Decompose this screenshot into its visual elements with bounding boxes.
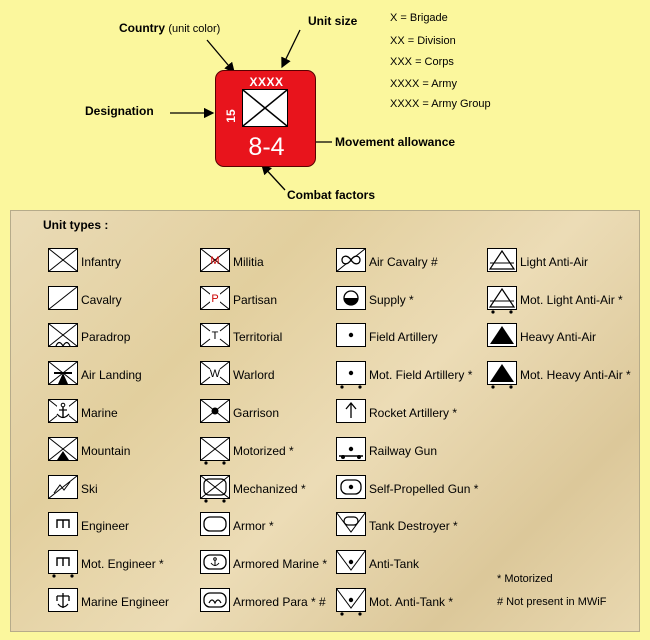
unit-size-division: XX = Division [390, 35, 456, 47]
example-counter [215, 70, 316, 167]
unit-type-label: Supply * [369, 293, 414, 307]
motorized-icon [200, 437, 230, 465]
unit-type-garrison [200, 400, 279, 426]
paradrop-icon [48, 323, 78, 351]
unit-type-label: Heavy Anti-Air [520, 330, 597, 344]
unit-type-label: Mot. Heavy Anti-Air * [520, 368, 631, 382]
unit-type-heavy-anti-air [487, 324, 596, 350]
partisan-icon [200, 286, 230, 314]
unit-types-panel [10, 210, 640, 632]
unit-size-arrow [282, 30, 300, 67]
unit-type-label: Field Artillery [369, 330, 438, 344]
cavalry-icon [48, 286, 78, 314]
movement-label: Movement allowance [335, 135, 456, 149]
unit-type-label: Mechanized * [233, 482, 306, 496]
svg-text:W: W [209, 368, 221, 380]
counter-combat-factors: 8-4 [248, 133, 285, 161]
unit-type-motorized [200, 438, 294, 464]
mot-field-artillery-icon [336, 361, 366, 389]
unit-type-mechanized [200, 476, 306, 502]
unit-type-paradrop [48, 324, 130, 350]
mot-engineer-icon [48, 550, 78, 578]
combat-label: Combat factors [287, 188, 376, 202]
air-cavalry-icon [336, 248, 366, 276]
unit-type-label: Light Anti-Air [520, 255, 589, 269]
unit-type-label: Mot. Engineer * [81, 557, 164, 571]
counter-infantry-symbol [242, 89, 288, 127]
unit-type-label: Tank Destroyer * [369, 519, 458, 533]
unit-type-armored-para [200, 589, 326, 615]
unit-type-label: Paradrop [81, 330, 131, 344]
note-motorized: * Motorized [497, 573, 553, 585]
unit-type-label: Mot. Field Artillery * [369, 368, 473, 382]
unit-type-mot-anti-tank [336, 589, 453, 615]
mot-heavy-anti-air-icon [487, 361, 517, 389]
territorial-icon [200, 323, 230, 351]
svg-text:M: M [210, 255, 220, 267]
rocket-artillery-icon [336, 399, 366, 427]
supply-icon [336, 286, 366, 314]
mountain-icon [48, 437, 78, 465]
field-artillery-icon [336, 323, 366, 351]
unit-type-label: Railway Gun [369, 444, 438, 458]
unit-type-field-artillery [336, 324, 438, 350]
unit-type-marine [48, 400, 118, 426]
unit-type-mot-engineer [48, 551, 164, 577]
unit-type-label: Marine Engineer [81, 595, 170, 609]
mot-light-anti-air-icon [487, 286, 517, 314]
unit-type-label: Armored Para * # [233, 595, 326, 609]
armor-icon [200, 512, 230, 540]
unit-type-label: Garrison [233, 406, 280, 420]
unit-type-label: Engineer [81, 519, 130, 533]
militia-icon [200, 248, 230, 276]
unit-size-brigade: X = Brigade [390, 12, 448, 24]
unit-size-corps: XXX = Corps [390, 56, 454, 68]
unit-type-infantry [48, 249, 121, 275]
unit-type-mot-light-anti-air [487, 287, 623, 313]
marine-icon [48, 399, 78, 427]
unit-type-cavalry [48, 287, 122, 313]
unit-type-partisan [200, 287, 277, 313]
warlord-icon [200, 361, 230, 389]
infantry-icon [48, 248, 78, 276]
unit-types-title: Unit types : [43, 218, 109, 232]
unit-type-label: Air Cavalry # [369, 255, 438, 269]
unit-type-label: Partisan [233, 293, 278, 307]
unit-type-label: Motorized * [233, 444, 294, 458]
garrison-icon [200, 399, 230, 427]
country-arrow [207, 40, 234, 72]
unit-type-label: Air Landing [81, 368, 142, 382]
unit-size-army-group: XXXX = Army Group [390, 98, 491, 110]
note-not-present: # Not present in MWiF [497, 596, 607, 608]
unit-type-label: Mountain [81, 444, 131, 458]
unit-type-warlord [200, 362, 275, 388]
marine-engineer-icon [48, 588, 78, 616]
unit-type-mot-heavy-anti-air [487, 362, 631, 388]
unit-type-label: Warlord [233, 368, 275, 382]
unit-type-engineer [48, 513, 129, 539]
unit-type-label: Ski [81, 482, 98, 496]
unit-type-label: Armored Marine * [233, 557, 328, 571]
armored-marine-icon [200, 550, 230, 578]
unit-type-air-cavalry [336, 249, 438, 275]
designation-label: Designation [85, 104, 154, 118]
air-landing-icon [48, 361, 78, 389]
unit-type-tank-destroyer [336, 513, 458, 539]
mot-anti-tank-icon [336, 588, 366, 616]
tank-destroyer-icon [336, 512, 366, 540]
unit-type-label: Anti-Tank [369, 557, 420, 571]
ski-icon [48, 475, 78, 503]
mechanized-icon [200, 475, 230, 503]
unit-type-militia [200, 249, 264, 275]
unit-type-label: Militia [233, 255, 264, 269]
anti-tank-icon [336, 550, 366, 578]
counter-designation: 15 [224, 109, 238, 123]
unit-type-label: Armor * [233, 519, 274, 533]
combat-arrow [262, 165, 285, 190]
unit-type-anti-tank [336, 551, 419, 577]
unit-type-label: Rocket Artillery * [369, 406, 458, 420]
unit-type-supply [336, 287, 414, 313]
unit-type-label: Self-Propelled Gun * [369, 482, 479, 496]
armored-para-icon [200, 588, 230, 616]
unit-type-railway-gun [336, 438, 437, 464]
railway-gun-icon [336, 437, 366, 465]
unit-size-army: XXXX = Army [390, 78, 457, 90]
svg-text:P: P [211, 293, 219, 305]
unit-type-label: Infantry [81, 255, 122, 269]
unit-type-rocket-artillery [336, 400, 457, 426]
unit-type-label: Cavalry [81, 293, 122, 307]
unit-type-self-propelled-gun [336, 476, 478, 502]
heavy-anti-air-icon [487, 323, 517, 351]
self-propelled-gun-icon [336, 475, 366, 503]
unit-type-light-anti-air [487, 249, 588, 275]
unit-type-mountain [48, 438, 130, 464]
unit-type-ski [48, 476, 98, 502]
unit-type-territorial [200, 324, 282, 350]
svg-text:T: T [211, 330, 219, 342]
engineer-icon [48, 512, 78, 540]
country-label-text: Country [119, 21, 165, 35]
unit-type-armor [200, 513, 274, 539]
unit-type-marine-engineer [48, 589, 169, 615]
unit-type-air-landing [48, 362, 142, 388]
legend-arrows [0, 0, 650, 210]
unit-type-armored-marine [200, 551, 327, 577]
unit-type-label: Mot. Light Anti-Air * [520, 293, 623, 307]
counter-unit-size: XXXX [249, 75, 284, 89]
light-anti-air-icon [487, 248, 517, 276]
unit-type-label: Territorial [233, 330, 283, 344]
unit-type-label: Mot. Anti-Tank * [369, 595, 454, 609]
unit-type-mot-field-artillery [336, 362, 472, 388]
country-note: (unit color) [168, 23, 221, 35]
unit-type-label: Marine [81, 406, 118, 420]
unit-size-label: Unit size [308, 14, 358, 28]
